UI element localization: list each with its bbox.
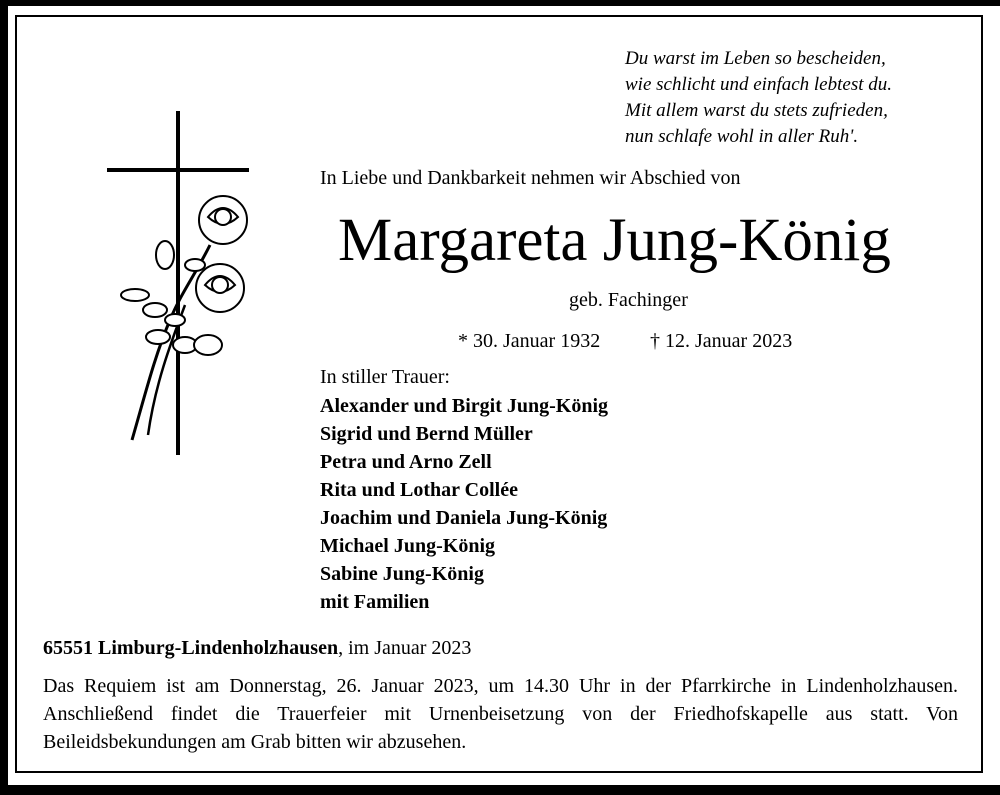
death-date: † 12. Januar 2023 <box>650 330 793 352</box>
mourner: Sigrid und Bernd Müller <box>320 423 533 445</box>
place: 65551 Limburg-Lindenholzhausen <box>43 637 339 659</box>
mourner: Rita und Lothar Collée <box>320 479 518 501</box>
mourner: Petra und Arno Zell <box>320 451 492 473</box>
mourner: Sabine Jung-König <box>320 563 484 585</box>
birth-name: geb. Fachinger <box>569 289 688 311</box>
mourner: Michael Jung-König <box>320 535 496 557</box>
poem-line: Mit allem warst du stets zufrieden, <box>625 100 888 121</box>
poem-line: nun schlafe wohl in aller Ruh'. <box>625 126 859 147</box>
poem-line: Du warst im Leben so bescheiden, <box>625 48 886 69</box>
mourning-label: In stiller Trauer: <box>320 366 450 388</box>
poem <box>625 46 892 150</box>
mourner: Alexander und Birgit Jung-König <box>320 395 609 417</box>
deceased-name: Margareta Jung-König <box>338 207 891 274</box>
mourner: mit Familien <box>320 591 430 613</box>
poem-line: wie schlicht und einfach lebtest du. <box>625 74 893 95</box>
intro-text: In Liebe und Dankbarkeit nehmen wir Abschied von <box>320 167 741 189</box>
mourners-list <box>320 392 608 616</box>
birth-date: * 30. Januar 1932 <box>458 330 601 352</box>
ceremony-text: Das Requiem ist am Donnerstag, 26. Januar 2023, um 14.30 Uhr in der Pfarrkirche in Lindenholzhausen. Anschließend findet die Trauerfeier mit Urnenbeisetzung von der Friedhofskapelle aus statt. Von Beileidsbekundungen am Grab bitten wir abzusehen. <box>43 675 958 753</box>
mourner: Joachim und Daniela Jung-König <box>320 507 608 529</box>
place-line <box>43 636 471 660</box>
cross-with-roses-icon <box>100 105 260 465</box>
place-date: , im Januar 2023 <box>338 637 472 659</box>
